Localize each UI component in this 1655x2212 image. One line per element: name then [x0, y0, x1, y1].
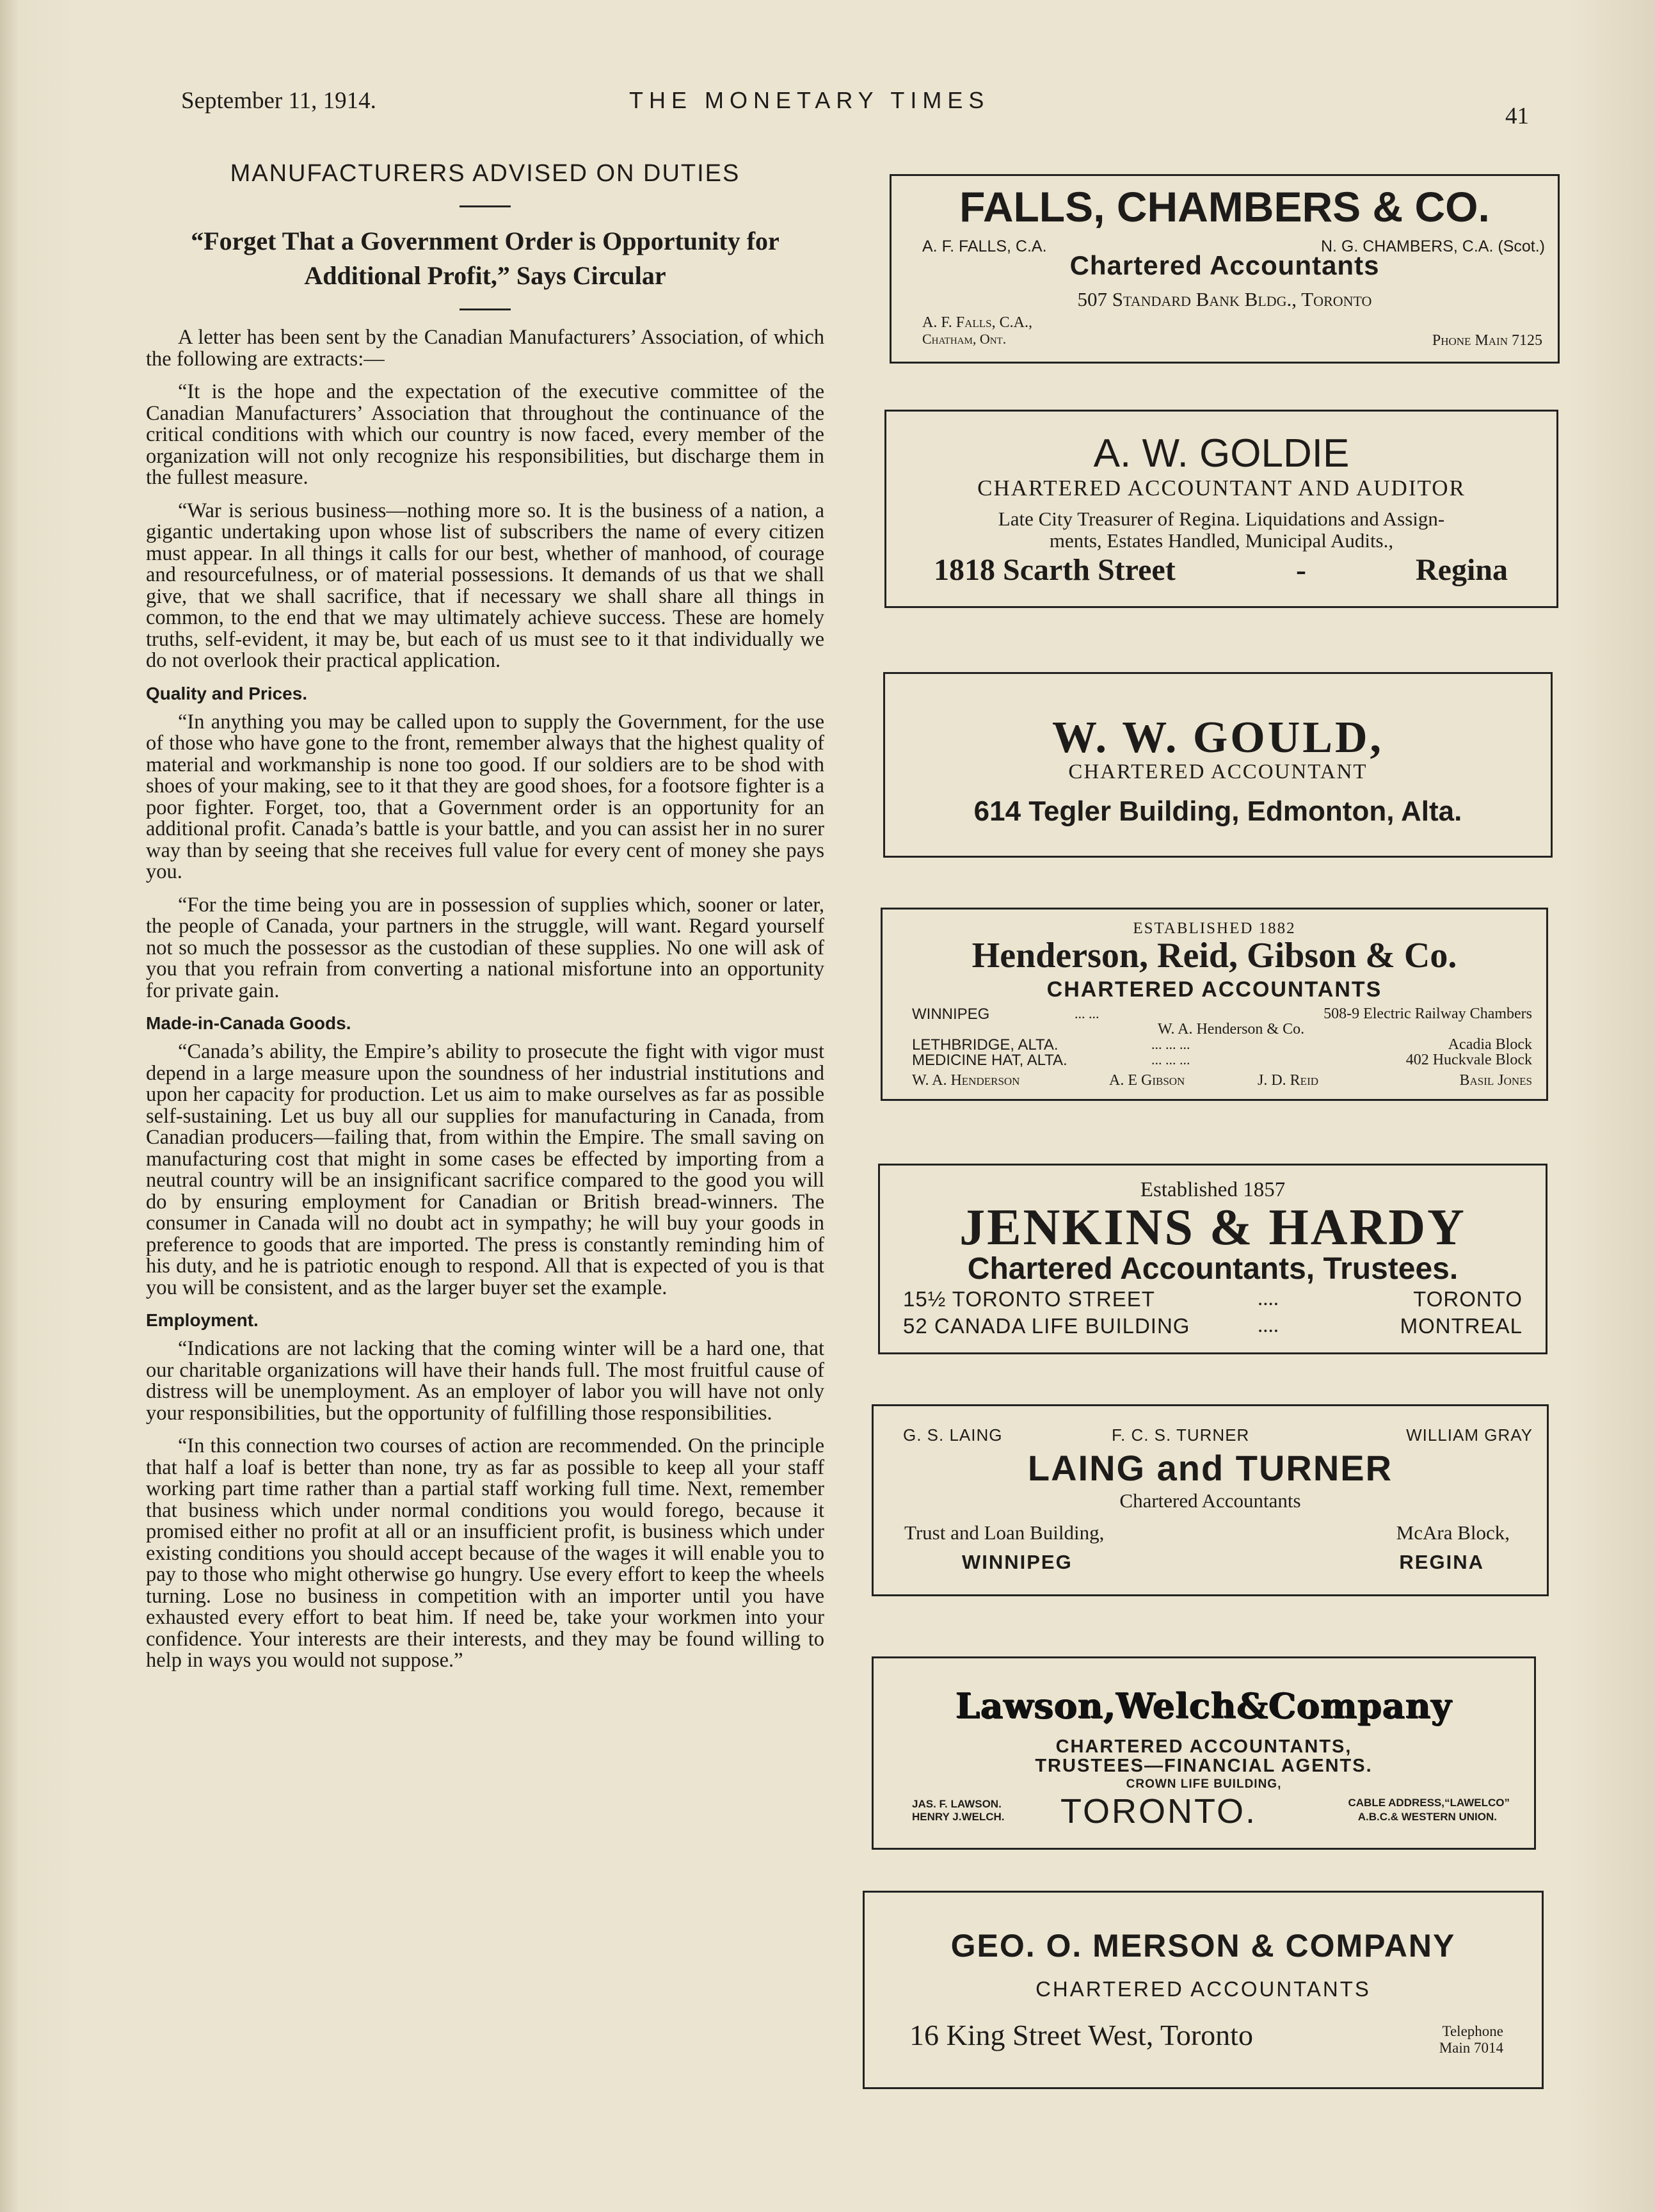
article-paragraph: “Canada’s ability, the Empire’s ability to prosecute the fight with vigor must depend in a large measure upon the soundness of her industrial institutions and upon her capacity for production. Let us aim to make ourselves as far as possible self-sustaining. Let us buy all our supplies for manufacturing in Canada, from Canadian producers—failing that, from within the Empire. The small saving on manufacturing cost that might in some cases be effected by importing from a neutral country will be an insignificant sacrifice compared to the good you will do by ensuring employment for Canadian or British bread-winners. The consumer in Canada will no doubt act in sympathy; he will buy your goods in preference to goods that are imported. The press is constantly reminding him of his duty, and he is patriotic enough to respond. All that is expected of you is that you will be consistent, and as the larger buyer set the example.: [146, 1040, 824, 1299]
article-paragraph: “Indications are not lacking that the coming winter will be a hard one, that our charitable organizations will have their hands full. The most fruitful cause of distress will be unemployment. As an employer of labor you will have not only your responsibilities, but the opportunity of fulfilling those responsibilities.: [146, 1337, 824, 1425]
ad-partner: N. G. CHAMBERS, C.A. (Scot.): [1320, 237, 1545, 255]
ad-gould: [883, 672, 1553, 858]
ad-lawson-welch: [872, 1656, 1536, 1850]
ad-dots: ... ... ...: [1151, 1052, 1190, 1068]
ad-partner: W. A. Henderson: [912, 1072, 1020, 1089]
page-number: 41: [1505, 103, 1529, 129]
ad-partner: J. D. Reid: [1258, 1072, 1319, 1089]
ad-firm-name: Henderson, Reid, Gibson & Co.: [971, 936, 1457, 975]
ad-partner: JAS. F. LAWSON.: [912, 1798, 1002, 1810]
ad-branch-city: Chatham, Ont.: [922, 331, 1007, 347]
ad-firm-name: W. W. GOULD,: [1051, 713, 1384, 762]
ad-street: 1818 Scarth Street: [934, 553, 1176, 587]
ad-address: 402 Huckvale Block: [1405, 1052, 1532, 1068]
ad-partner-firm: W. A. Henderson & Co.: [1158, 1021, 1305, 1038]
article-paragraph: “It is the hope and the expectation of the executive committee of the Canadian Manufacturers’ Association that throughout the continuance of the critical conditions with which our country is now faced, every member of the organization will not only recognize his responsibilities, but discharge them in the fullest measure.: [146, 380, 824, 489]
article: [146, 160, 824, 1683]
ad-firm-name: JENKINS & HARDY: [959, 1199, 1466, 1256]
ad-falls-chambers: [890, 174, 1560, 364]
ad-city: TORONTO: [1413, 1287, 1523, 1311]
ad-address: 507 Standard Bank Bldg., Toronto: [1077, 288, 1372, 310]
ad-profession: Chartered Accountants, Trustees.: [967, 1252, 1459, 1286]
ad-profession: CHARTERED ACCOUNTANT AND AUDITOR: [977, 476, 1466, 501]
ad-dots: ... ... ...: [1151, 1036, 1190, 1052]
ad-address: 16 King Street West, Toronto: [909, 2019, 1253, 2051]
section-heading-employment: Employment.: [146, 1310, 259, 1330]
ad-jenkins-hardy: [878, 1164, 1547, 1354]
ad-goldie: [884, 410, 1558, 608]
ad-description: Late City Treasurer of Regina. Liquidations and Assign-: [998, 508, 1445, 530]
ad-dash: -: [1296, 553, 1306, 587]
ad-partner: G. S. LAING: [903, 1425, 1003, 1445]
section-heading-made-in-canada: Made-in-Canada Goods.: [146, 1013, 351, 1033]
ad-building: CROWN LIFE BUILDING,: [1126, 1777, 1282, 1791]
ad-established: Established 1857: [1140, 1178, 1286, 1201]
ad-profession: CHARTERED ACCOUNTANT: [1068, 760, 1368, 783]
ad-building: Trust and Loan Building,: [904, 1521, 1105, 1544]
ad-dots: ... ...: [1075, 1006, 1099, 1022]
ad-telephone-label: Telephone: [1442, 2023, 1503, 2039]
ad-firm-name: A. W. GOLDIE: [1093, 431, 1350, 476]
ad-partner: HENRY J.WELCH.: [912, 1811, 1005, 1823]
article-paragraph: “In this connection two courses of action are recommended. On the principle that half a loaf is better than none, try as far as possible to keep all your staff working part time rather than a partial staff working full time. Next, remember that business which under normal conditions you would forego, because it promised either no profit at all or an insufficient profit, is business which under existing conditions you should accept because of the wages it will enable you to pay to those who might otherwise go hungry. Use every effort to keep the wheels turning. Lose no business in competition with an importer until you have exhausted every effort to beat him. If need be, take your workmen into your confidence. Your interests are their interests, and they may be found willing to help in ways you would not suppose.”: [146, 1434, 824, 1672]
ad-address: 614 Tegler Building, Edmonton, Alta.: [973, 796, 1462, 827]
ad-city: WINNIPEG: [912, 1006, 990, 1023]
ad-henderson-reid-gibson: [881, 908, 1548, 1101]
ad-profession: Chartered Accountants: [1119, 1489, 1301, 1512]
ad-laing-turner: [872, 1404, 1549, 1596]
ad-established: ESTABLISHED 1882: [1133, 920, 1296, 937]
ad-city: TORONTO.: [1060, 1792, 1258, 1831]
article-paragraph: “War is serious business—nothing more so. It is the business of a nation, a gigantic undertaking upon whose list of subscribers the name of every citizen must appear. In all things it calls for our best, whether of manhood, of courage and resourcefulness, or of material possessions. It demands of us that we shall give, that we shall sacrifice, that if necessary we shall share all things in common, to the end that we may ultimately achieve success. These are homely truths, self-evident, it may be, but each of us must see to it that individually we do not overlook their practical application.: [146, 499, 824, 672]
section-heading-quality: Quality and Prices.: [146, 683, 308, 703]
ad-description: ments, Estates Handled, Municipal Audits.,: [1049, 529, 1394, 552]
ad-city: MEDICINE HAT, ALTA.: [912, 1052, 1067, 1069]
ad-city: Regina: [1416, 553, 1508, 587]
ad-city: WINNIPEG: [962, 1551, 1073, 1573]
ad-partner: A. E Gibson: [1109, 1072, 1185, 1089]
ad-partner: F. C. S. TURNER: [1112, 1425, 1250, 1445]
ad-profession: Chartered Accountants: [1069, 250, 1380, 280]
rule: [460, 205, 511, 207]
ad-firm-logo: Lawson,Welch&Company: [955, 1685, 1452, 1726]
ad-profession: TRUSTEES—FINANCIAL AGENTS.: [1035, 1756, 1373, 1776]
ad-partner: Basil Jones: [1459, 1072, 1532, 1089]
ad-cable-codes: A.B.C.& WESTERN UNION.: [1357, 1811, 1497, 1823]
ad-firm-name: FALLS, CHAMBERS & CO.: [959, 183, 1490, 230]
ad-address: 15½ TORONTO STREET: [903, 1287, 1155, 1311]
ad-partner: A. F. FALLS, C.A.: [922, 237, 1047, 255]
ad-city: MONTREAL: [1400, 1314, 1523, 1338]
ad-merson: [863, 1891, 1544, 2089]
ad-dots: ....: [1258, 1314, 1279, 1337]
rule: [460, 309, 511, 310]
ad-phone: Phone Main 7125: [1432, 332, 1542, 349]
ad-profession: CHARTERED ACCOUNTANTS: [1046, 977, 1382, 1002]
header-publication-title: THE MONETARY TIMES: [629, 87, 990, 113]
ad-partner: WILLIAM GRAY: [1406, 1425, 1533, 1445]
ad-profession: CHARTERED ACCOUNTANTS: [1035, 1977, 1371, 2001]
ad-firm-name: LAING and TURNER: [1027, 1448, 1393, 1488]
header-date: September 11, 1914.: [181, 88, 376, 114]
ad-city: REGINA: [1399, 1551, 1484, 1573]
article-paragraph: “In anything you may be called upon to supply the Government, for the use of those who have gone to the front, remember always that the highest quality of material and workmanship is none too good. If our soldiers are to be shod with shoes of your making, see to it that they are good shoes, for a footsore fighter is a poor fighter. Forget, too, that a Government order is an opportunity for an additional profit. Canada’s battle is your battle, and you can assist her in no surer way than by seeing that she receives full value for every cent of money she pays you.: [146, 710, 824, 883]
ad-profession: CHARTERED ACCOUNTANTS,: [1055, 1736, 1352, 1757]
ad-city: LETHBRIDGE, ALTA.: [912, 1036, 1059, 1054]
ad-telephone-number: Main 7014: [1439, 2040, 1503, 2056]
ad-address: Acadia Block: [1448, 1036, 1532, 1053]
ad-address: 508-9 Electric Railway Chambers: [1323, 1006, 1532, 1022]
article-intro: A letter has been sent by the Canadian Manufacturers’ Association, of which the following are extracts:—: [146, 326, 824, 371]
ad-firm-name: GEO. O. MERSON & COMPANY: [950, 1928, 1456, 1964]
ad-address: 52 CANADA LIFE BUILDING: [903, 1314, 1190, 1338]
ad-building: McAra Block,: [1396, 1521, 1510, 1544]
article-paragraph: “For the time being you are in possession of supplies which, sooner or later, the people of Canada, your partners in the struggle, will want. Regard yourself not so much the possessor as the custodian of these supplies. No one will ask of you that you refrain from converting a national misfortune into an opportunity for private gain.: [146, 893, 824, 1002]
ad-cable-address: CABLE ADDRESS,“LAWELCO”: [1348, 1797, 1510, 1809]
ad-branch: A. F. Falls, C.A.,: [922, 314, 1032, 331]
article-subhead: “Forget That a Government Order is Opportunity for Additional Profit,” Says Circular: [191, 227, 780, 290]
ad-dots: ....: [1258, 1287, 1279, 1310]
article-headline: MANUFACTURERS ADVISED ON DUTIES: [230, 160, 740, 187]
